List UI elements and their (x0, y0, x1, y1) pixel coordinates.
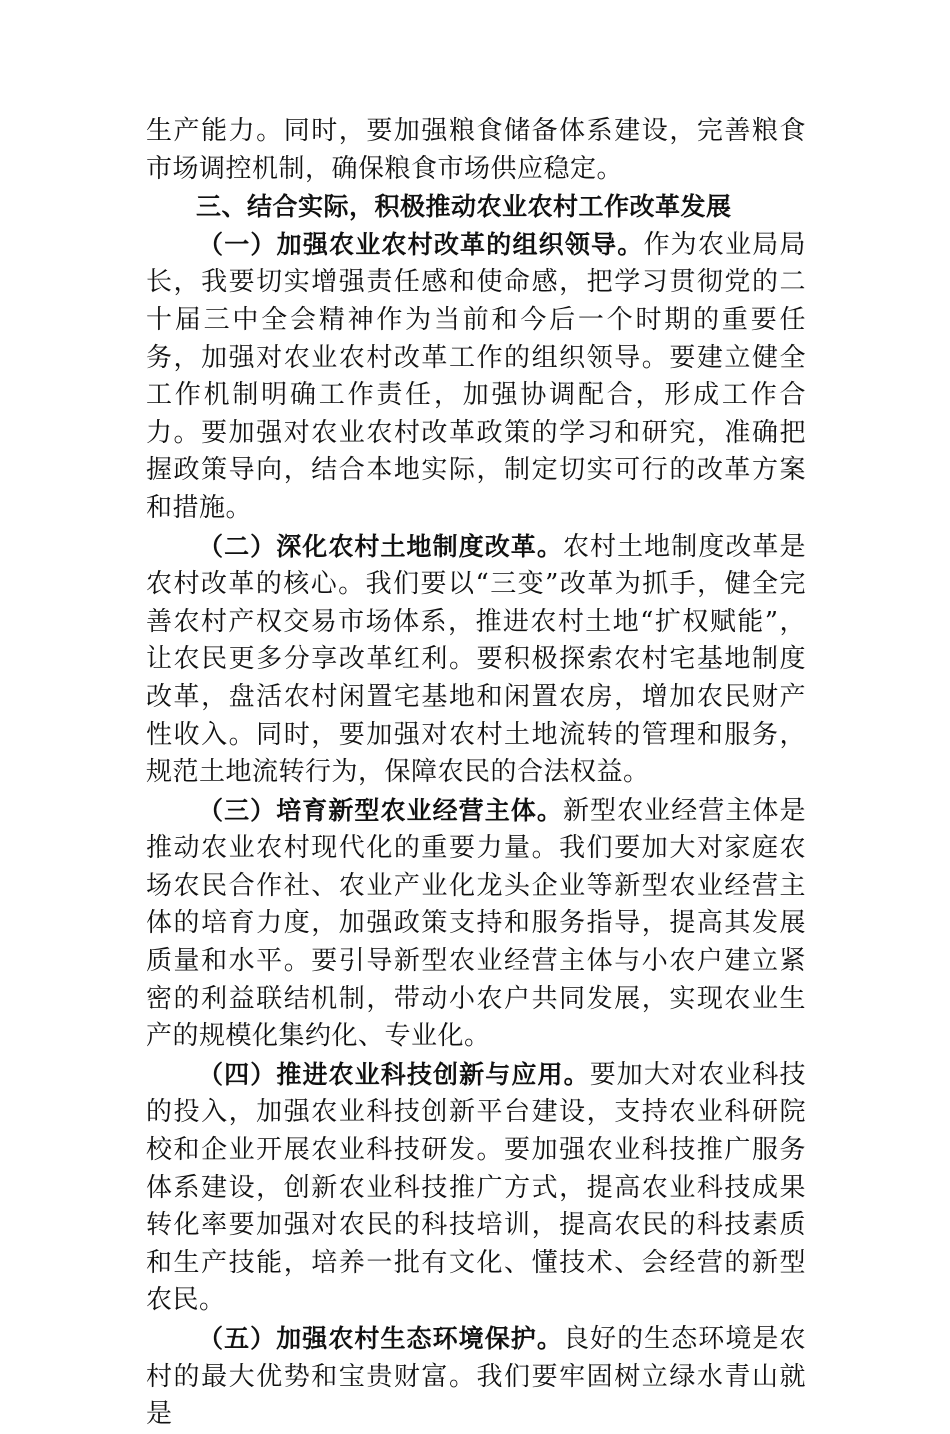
paragraph-2-lead: （二）深化农村土地制度改革。 (198, 531, 563, 561)
paragraph-1-body: 作为农业局局长，我要切实增强责任感和使命感，把学习贯彻党的二十届三中全会精神作为当前和今后一个时期的重要任务，加强对农业农村改革工作的组织领导。要建立健全工作机制明确工作责任，加强协调配合，形成工作合力。要加强对农业农村改革政策的学习和研究，准确把握政策导向，结合本地实际，制定切实可行的改革方案和措施。 (146, 229, 806, 523)
section-heading-text: 三、结合实际，积极推动农业农村工作改革发展 (196, 192, 732, 222)
paragraph-2 (146, 528, 806, 792)
paragraph-3 (146, 792, 806, 1056)
paragraph-4-body: 要加大对农业科技的投入，加强农业科技创新平台建设，支持农业科研院校和企业开展农业科技研发。要加强农业科技推广服务体系建设，创新农业科技推广方式，提高农业科技成果转化率要加强对农民的科技培训，提高农民的科技素质和生产技能，培养一批有文化、懂技术、会经营的新型农民。 (146, 1059, 806, 1316)
paragraph-4-lead: （四）推进农业科技创新与应用。 (198, 1059, 590, 1089)
document-page (146, 113, 806, 1434)
paragraph-0-body: 生产能力。同时，要加强粮食储备体系建设，完善粮食市场调控机制，确保粮食市场供应稳定。 (146, 116, 806, 184)
paragraph-1 (146, 226, 806, 528)
section-heading-3 (146, 188, 806, 226)
paragraph-1-lead: （一）加强农业农村改革的组织领导。 (198, 229, 644, 259)
paragraph-2-body: 农村土地制度改革是农村改革的核心。我们要以“三变”改革为抓手，健全完善农村产权交易市场体系，推进农村土地“扩权赋能”，让农民更多分享改革红利。要积极探索农村宅基地制度改革，盘活农村闲置宅基地和闲置农房，增加农民财产性收入。同时，要加强对农村土地流转的管理和服务，规范土地流转行为，保障农民的合法权益。 (146, 531, 806, 788)
paragraph-3-body: 新型农业经营主体是推动农业农村现代化的重要力量。我们要加大对家庭农场农民合作社、农业产业化龙头企业等新型农业经营主体的培育力度，加强政策支持和服务指导，提高其发展质量和水平。要引导新型农业经营主体与小农户建立紧密的利益联结机制，带动小农户共同发展，实现农业生产的规模化集约化、专业化。 (146, 795, 806, 1052)
paragraph-5-lead: （五）加强农村生态环境保护。 (198, 1324, 563, 1353)
paragraph-5 (146, 1320, 806, 1434)
paragraph-4 (146, 1056, 806, 1320)
paragraph-5-body: 良好的生态环境是农村的最大优势和宝贵财富。我们要牢固树立绿水青山就是 (146, 1324, 806, 1430)
paragraph-3-lead: （三）培育新型农业经营主体。 (198, 795, 563, 825)
paragraph-0 (146, 113, 806, 188)
